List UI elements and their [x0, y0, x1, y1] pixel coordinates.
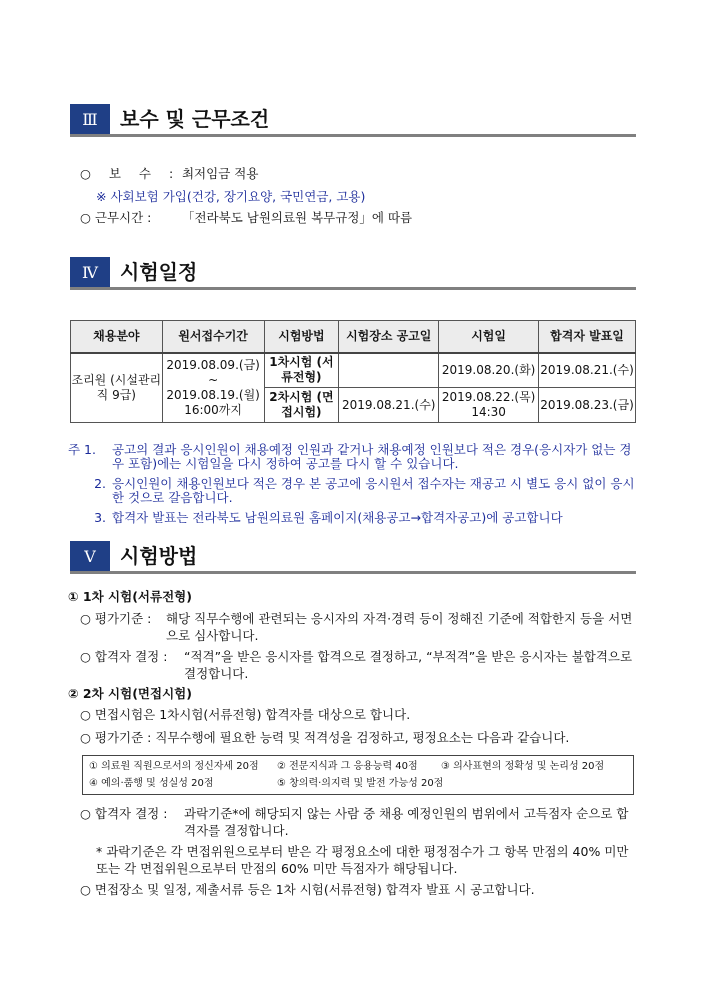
second-pass-text: 과락기준*에 해당되지 않는 사람 중 채용 예정인원의 범위에서 고득점자 순으로 합격자를 결정합니다. — [184, 806, 629, 838]
note-text: 합격자 발표는 전라북도 남원의료원 홈페이지(채용공고→합격자공고)에 공고합니다 — [112, 510, 563, 525]
method-cell: 2차시험 (면접시험) — [264, 388, 339, 423]
section-5-header — [70, 540, 636, 574]
venue-notice-cell: 2019.08.21.(수) — [339, 388, 439, 423]
announce-cell: 2019.08.21.(수) — [539, 353, 636, 388]
schedule-notes — [68, 443, 640, 528]
header-field: 채용분야 — [71, 321, 163, 353]
element-item: ⑤ 창의력·의지력 및 발전 가능성 20점 — [277, 778, 444, 789]
exam-date-cell: 2019.08.22.(목) 14:30 — [439, 388, 539, 423]
first-pass-text: “적격”을 받은 응시자를 합격으로 결정하고, “부적격”을 받은 응시자는 불합격으로 결정합니다. — [184, 649, 633, 681]
header-period: 원서접수기간 — [162, 321, 264, 353]
period-end: 2019.08.19.(월) 16:00까지 — [166, 387, 260, 417]
pay-line — [80, 166, 258, 182]
header-method: 시험방법 — [264, 321, 339, 353]
second-pass — [80, 805, 636, 839]
elements-row — [89, 775, 627, 792]
period-tilde: ~ — [208, 372, 219, 387]
section-5-number: Ⅴ — [70, 541, 110, 571]
table-header-row — [71, 321, 636, 353]
note-label: 주 1. — [68, 442, 96, 457]
first-criteria-text: 해당 직무수행에 관련되는 응시자의 자격·경력 등이 정해진 기준에 적합한지 등을 서면으로 심사합니다. — [166, 611, 633, 643]
section-3-title: 보수 및 근무조건 — [120, 107, 270, 131]
element-item: ② 전문지식과 그 응용능력 40점 — [277, 761, 418, 772]
note-text: 응시인원이 채용인원보다 적은 경우 본 공고에 응시원서 접수자는 재공고 시 별도 응시 없이 응시한 것으로 갈음합니다. — [112, 476, 635, 505]
field-cell: 조리원 (시설관리직 9급) — [71, 353, 163, 423]
header-exam-date: 시험일 — [439, 321, 539, 353]
exam-date-cell: 2019.08.20.(화) — [439, 353, 539, 388]
header-venue-notice: 시험장소 공고일 — [339, 321, 439, 353]
fail-criteria-footnote: * 과락기준은 각 면접위원으로부터 받은 각 평정요소에 대한 평정점수가 그 항목 만점의 40% 미만 또는 각 면접위원으로부터 만점의 60% 미만 득점자가 해당됩니다. — [96, 844, 629, 876]
first-pass — [80, 648, 636, 682]
first-criteria — [80, 610, 636, 644]
hours-label: ○ 근무시간 : — [80, 210, 152, 225]
section-4-title: 시험일정 — [120, 260, 198, 284]
note-text: 공고의 결과 응시인원이 채용예정 인원과 같거나 채용예정 인원보다 적은 경우(응시자가 없는 경우 포함)에는 시험일을 다시 정하여 공고를 다시 할 수 있습니다. — [112, 442, 632, 471]
second-pass-label: ○ 합격자 결정 : — [80, 806, 168, 821]
table-row — [71, 353, 636, 388]
note-label: 2. — [94, 476, 106, 491]
pay-label: ○ 보 수 : — [80, 166, 174, 181]
insurance-note: ※ 사회보험 가입(건강, 장기요양, 국민연금, 고용) — [96, 189, 366, 204]
pay-value: 최저임금 적용 — [181, 166, 259, 181]
section-5-title: 시험방법 — [120, 544, 198, 568]
method-cell: 1차시험 (서류전형) — [264, 353, 339, 388]
first-exam-heading: ① 1차 시험(서류전형) — [68, 589, 192, 604]
second-target: ○ 면접시험은 1차시험(서류전형) 합격자를 대상으로 합니다. — [80, 707, 411, 722]
section-4-header — [70, 256, 636, 290]
first-criteria-label: ○ 평가기준 : — [80, 611, 152, 626]
header-announce: 합격자 발표일 — [539, 321, 636, 353]
second-exam-heading: ② 2차 시험(면접시험) — [68, 686, 192, 701]
element-item: ③ 의사표현의 정확성 및 논리성 20점 — [441, 761, 605, 772]
section-3-header — [70, 103, 636, 137]
note-label: 3. — [94, 510, 106, 525]
evaluation-elements-box — [82, 755, 634, 795]
exam-schedule-table — [70, 320, 636, 423]
note-item — [68, 443, 640, 471]
venue-notice-cell — [339, 353, 439, 388]
section-4-number: Ⅳ — [70, 257, 110, 287]
note-item — [68, 477, 640, 505]
period-cell — [162, 353, 264, 423]
interview-venue-notice: ○ 면접장소 및 일정, 제출서류 등은 1차 시험(서류전형) 합격자 발표 시 공고합니다. — [80, 882, 535, 897]
second-criteria: ○ 평가기준 : 직무수행에 필요한 능력 및 적격성을 검정하고, 평정요소는 다음과 같습니다. — [80, 730, 570, 745]
element-item: ① 의료원 직원으로서의 정신자세 20점 — [89, 761, 259, 772]
period-start: 2019.08.09.(금) — [166, 357, 260, 372]
elements-row — [89, 758, 627, 775]
section-3-number: Ⅲ — [70, 104, 110, 134]
announce-cell: 2019.08.23.(금) — [539, 388, 636, 423]
element-item: ④ 예의·품행 및 성실성 20점 — [89, 778, 214, 789]
hours-value: 「전라북도 남원의료원 복무규정」에 따름 — [181, 210, 413, 225]
note-item — [68, 511, 640, 525]
hours-line — [80, 210, 412, 226]
first-pass-label: ○ 합격자 결정 : — [80, 649, 168, 664]
